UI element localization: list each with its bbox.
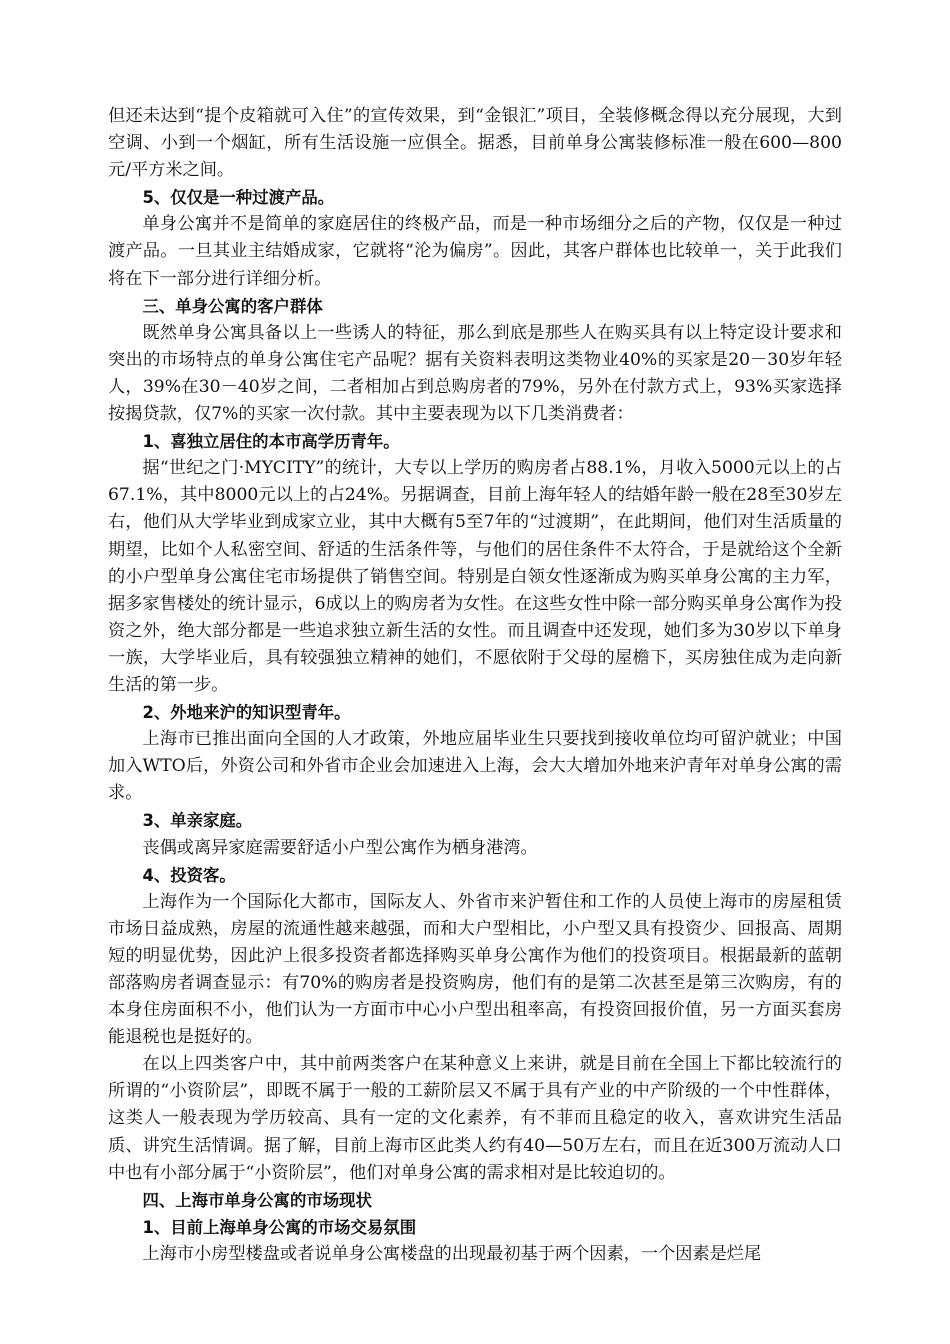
heading-market-atmosphere: 1、目前上海单身公寓的市场交易氛围 xyxy=(142,1217,417,1237)
paragraph-customer-groups: 既然单身公寓具备以上一些诱人的特征，那么到底是那些人在购买具有以上特定设计要求和突出的市场特点的单身公寓住宅产品呢？据有关资料表明这类物业40%的买家是20－30岁年轻人，39%在30－40岁之间，二者相加占到总购房者的79%，另外在付款方式上，93%买家选择按揭贷款，仅7%的买家一次付款。其中主要表现为以下几类消费者： xyxy=(108,322,842,425)
heading-single-parent: 3、单亲家庭。 xyxy=(142,811,253,831)
heading-local-educated-youth: 1、喜独立居住的本市高学历青年。 xyxy=(142,432,400,452)
paragraph-non-local-youth: 上海市已推出面向全国的人才政策，外地应届毕业生只要找到接收单位均可留沪就业；中国加入WTO后，外资公司和外省市企业会加速进入上海，会大大增加外地来沪青年对单身公寓的需求。 xyxy=(108,729,842,804)
heading-non-local-youth: 2、外地来沪的知识型青年。 xyxy=(142,703,351,723)
heading-section-3-customer-groups: 三、单身公寓的客户群体 xyxy=(142,296,323,316)
heading-transitional-product: 5、仅仅是一种过渡产品。 xyxy=(142,188,335,208)
heading-section-4-market-status: 四、上海市单身公寓的市场现状 xyxy=(142,1190,372,1210)
paragraph-intro-continued: 但还未达到“提个皮箱就可入住”的宣传效果，到“金银汇”项目，全装修概念得以充分展现，大到空调、小到一个烟缸，所有生活设施一应俱全。据悉，目前单身公寓装修标准一般在600—800元/平方米之间。 xyxy=(108,106,842,181)
heading-investors: 4、投资客。 xyxy=(142,865,236,885)
paragraph-petty-bourgeois: 在以上四类客户中，其中前两类客户在某种意义上来讲，就是目前在全国上下都比较流行的所谓的“小资阶层”，即既不属于一般的工薪阶层又不属于具有产业的中产阶级的一个中性群体，这类人一般表现为学历较高、具有一定的文化素养，有不菲而且稳定的收入，喜欢讲究生活品质、讲究生活情调。据了解，目前上海市区此类人约有40—50万左右，而且在近300万流动人口中也有小部分属于“小资阶层”，他们对单身公寓的需求相对是比较迫切的。 xyxy=(108,1054,842,1183)
paragraph-single-parent: 丧偶或离异家庭需要舒适小户型公寓作为栖身港湾。 xyxy=(142,837,538,858)
paragraph-transitional-product: 单身公寓并不是简单的家庭居住的终极产品，而是一种市场细分之后的产物，仅仅是一种过渡产品。一旦其业主结婚成家，它就将“沦为偏房”。因此，其客户群体也比较单一，关于此我们将在下一部分进行详细分析。 xyxy=(108,214,842,289)
paragraph-local-educated-youth: 据“世纪之门·MYCITY”的统计，大专以上学历的购房者占88.1%，月收入5000元以上的占67.1%，其中8000元以上的占24%。另据调查，目前上海年轻人的结婚年龄一般在28至30岁左右，他们从大学毕业到成家立业，其中大概有5至7年的“过渡期”，在此期间，他们对生活质量的期望，比如个人私密空间、舒适的生活条件等，与他们的居住条件不太符合，于是就给这个全新的小户型单身公寓住宅市场提供了销售空间。特别是白领女性逐渐成为购买单身公寓的主力军，据多家售楼处的统计显示，6成以上的购房者为女性。在这些女性中除一部分购买单身公寓作为投资之外，绝大部分都是一些追求独立新生活的女性。而且调查中还发现，她们多为30岁以下单身一族，大学毕业后，具有较强独立精神的她们，不愿依附于父母的屋檐下，买房独住成为走向新生活的第一步。 xyxy=(108,458,842,695)
paragraph-investors: 上海作为一个国际化大都市，国际友人、外省市来沪暂住和工作的人员使上海市的房屋租赁市场日益成熟，房屋的流通性越来越强，而和大户型相比，小户型又具有投资少、回报高、周期短的明显优势，因此沪上很多投资者都选择购买单身公寓作为他们的投资项目。根据最新的蓝朝部落购房者调查显示：有70%的购房者是投资购房，他们有的是第二次甚至是第三次购房，有的本身住房面积不小，他们认为一方面市中心小户型出租率高，有投资回报价值，另一方面买套房能退税也是挺好的。 xyxy=(108,891,842,1048)
paragraph-market-atmosphere: 上海市小房型楼盘或者说单身公寓楼盘的出现最初基于两个因素，一个因素是烂尾 xyxy=(142,1243,762,1264)
